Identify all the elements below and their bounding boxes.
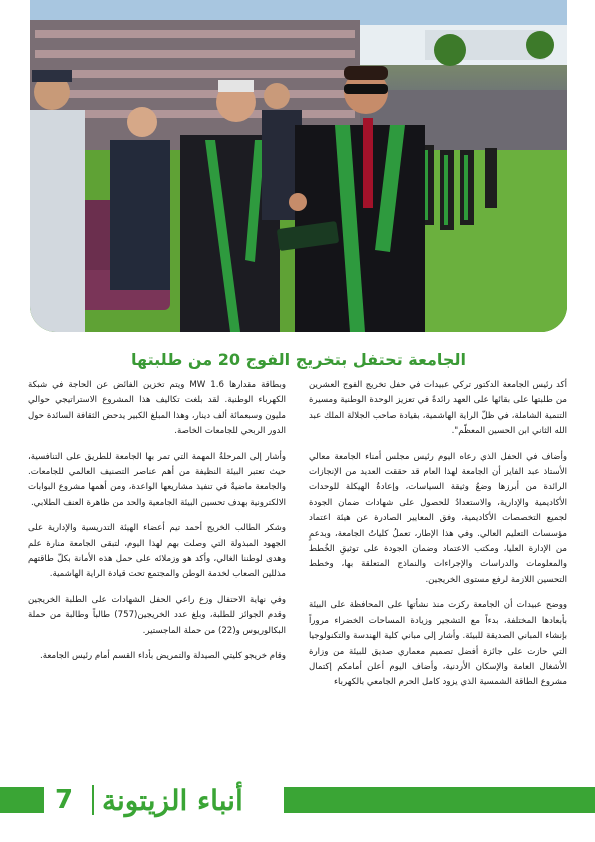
article-column-left	[28, 378, 286, 675]
photo-illustration	[30, 0, 567, 332]
magazine-logo-text: أنباء الزيتونة	[102, 783, 243, 817]
paragraph: أكد رئيس الجامعة الدكتور تركي عبيدات في حفل تخريج الفوج العشرين من طلبتها على بقائها على العهد رائدةً في تعزيز الوحدة الوطنية ومسيرة التنمية الشاملة، في ظلّ الراية الهاشمية، بقيادة صاحب الجلالة الملك عبد الله الثاني ابن الحسين المعظّم".	[309, 380, 567, 437]
graduation-photo	[30, 0, 567, 332]
page-number: 7	[54, 785, 74, 815]
article-column-right	[309, 378, 567, 701]
article-headline: الجامعة تحتفل بتخريج الفوج 20 من طلبتها	[131, 350, 466, 369]
paragraph: وأشار إلى المرحلةُ المهمة التي تمر بها الجامعة للطريق على التنافسية، حيث تعتبر البيئة النظيفة من أهم عناصر التصنيف العالمي للجامعات. والجامعة ماضيةٌ في تنفيذ مشاريعها الواعدة، ومن أهمها مشروع البوابات الالكترونية بهدف تحسين البيئة الجامعية والحد من ظاهرة العنف الطلابي.	[28, 451, 286, 508]
paragraph: وشكر الطالب الخريج أحمد تيم أعضاء الهيئة التدريسية والإدارية على الجهود المبذولة التي وصلت بهم لهذا اليوم، لتبقى الجامعة منارة علم وهدى لوطننا الغالي، وأكد هو وزملائه على حمل هذه الأمانة بكلّ طاقتهم مذللين الصعاب لخدمة الوطن والمجتمع تحت قيادة الراية الهاشمية.	[28, 523, 286, 580]
footer-divider	[92, 785, 94, 815]
paragraph: وفي نهاية الاحتفال وزع راعي الحفل الشهادات على الطلبة الخريجين وقدم الجوائز للطلبة، وبلغ عدد الخريجين(757) طالباً وطالبة من حملة البكالوريوس و(22) من حملة الماجستير.	[28, 594, 286, 636]
paragraph: وقام خريجو كليتي الصيدلة والتمريض بأداء القسم أمام رئيس الجامعة.	[40, 651, 286, 662]
footer-branding	[44, 778, 284, 822]
paragraph: ووضح عبيدات أن الجامعة ركزت منذ نشأتها على المحافظة على البيئة بأبعادها المختلفة، بدءاً مع التشجير وزيادة المساحات الخضراء مروراً بإنشاء المباني الصديقة للبيئة. وأشار إلى مباني كلية الهندسة والتكنولوجيا التي حازت على جائزة أفضل تصميم معماري صديق للبيئة من وزارة الأشغال العامة والإسكان الأردنية، وأضاف اليوم أعلن أمامكم إكتمال مشروع الطاقة الشمسية الذي يزود كامل الحرم الجامعي بالكهرباء	[309, 600, 567, 688]
paragraph: وبطاقة مقدارها 1.6 MW ويتم تخزين الفائض عن الحاجة في شبكة الكهرباء الوطنية. لقد بلغت تكاليف هذا المشروع الاستراتيجي حوالي مليون وسبعمائة ألف دينار، وهذا المبلغ الكبير يدحض الثقافة السائدة حول الدور الربحي للجامعات الخاصة.	[28, 380, 286, 437]
paragraph: وأضاف في الحفل الذي رعاه اليوم رئيس مجلس أمناء الجامعة معالي الأستاذ عبد الفايز أن الجامعة لهذا العام قد حققت العديد من الإنجازات الرائدة من أبرزها وضعُ وثيقة السياسات، وإعادةُ الهيكلة للوحدات الأكاديمية والإدارية، والاستعدادُ للحصول على شهادات ضمان الجودة لجميع التخصصات الأكاديمية، وفق المعايير الصادرة عن هيئة اعتماد مؤسسات التعليم العالي. وفي هذا الإطار، تعملُ كلياتُ الجامعة، وبدعمٍ من الإدارة العليا، ومكتب الاعتماد وضمان الجودة على توثيقِ الخُطط والمعلومات والدراسات والإجراءات والنماذج المتعلقة بها، وخطط التحسين اللازمة لرفع مستوى الخريجين.	[309, 451, 567, 585]
